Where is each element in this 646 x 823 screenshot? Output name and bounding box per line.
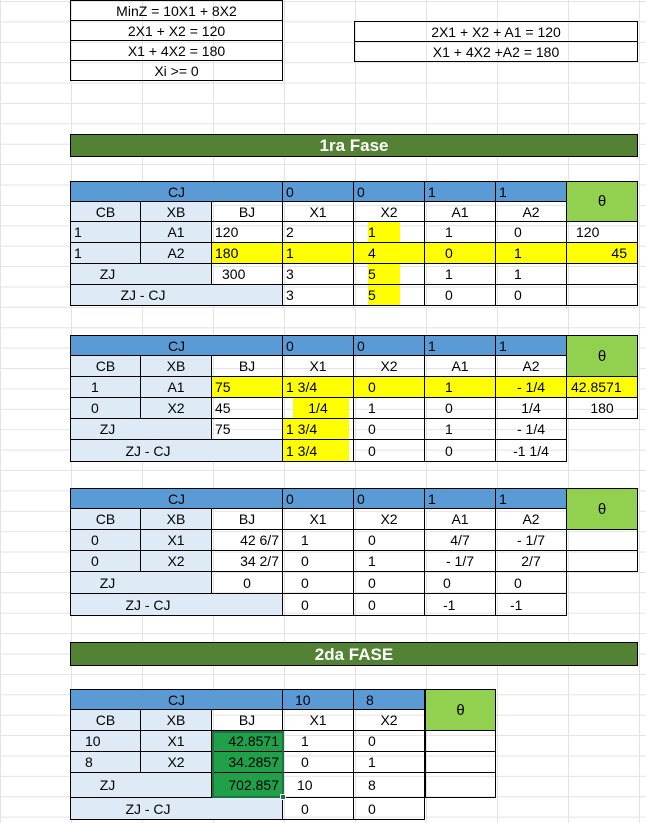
row1-bj[interactable]: 42.8571 (212, 731, 283, 752)
cj-label[interactable]: CJ (70, 335, 283, 356)
row2-x2[interactable]: 1 (354, 752, 425, 773)
cj-x2[interactable]: 0 (354, 335, 425, 356)
row2-a2[interactable]: 1/4 (496, 398, 567, 419)
zj-x1[interactable]: 10 (283, 773, 354, 798)
row1-a1[interactable]: 4/7 (425, 530, 496, 551)
header-bj[interactable]: BJ (212, 710, 283, 731)
zj-x2[interactable]: 0 (354, 572, 425, 594)
row1-cb[interactable]: 1 (70, 222, 141, 243)
row1-a2[interactable]: - 1/4 (496, 377, 567, 398)
header-x2[interactable]: X2 (354, 356, 425, 377)
row2-x2[interactable]: 4 (354, 243, 425, 264)
zj-x2[interactable]: 0 (354, 419, 425, 440)
cj-x1[interactable]: 0 (283, 181, 354, 202)
row1-cb[interactable]: 0 (70, 530, 141, 551)
zj-a2[interactable]: 0 (496, 572, 567, 594)
row1-cb[interactable]: 10 (70, 731, 141, 752)
row2-x2[interactable]: 1 (354, 398, 425, 419)
row1-theta[interactable]: 120 (567, 222, 638, 243)
row1-xb[interactable]: X1 (141, 731, 212, 752)
row1-x1[interactable]: 1 3/4 (283, 377, 354, 398)
header-x1[interactable]: X1 (283, 509, 354, 530)
row1-x1[interactable]: 1 (283, 731, 354, 752)
zjcj-label[interactable]: ZJ - CJ (70, 798, 283, 820)
header-bj[interactable]: BJ (212, 356, 283, 377)
zj-theta[interactable] (425, 773, 496, 798)
row1-bj[interactable]: 75 (212, 377, 283, 398)
row2-bj[interactable]: 180 (212, 243, 283, 264)
zj-x1[interactable]: 3 (283, 264, 354, 285)
cj-a1[interactable]: 1 (425, 488, 496, 509)
header-xb[interactable]: XB (141, 202, 212, 222)
row1-a1[interactable]: 1 (425, 377, 496, 398)
header-xb[interactable]: XB (141, 356, 212, 377)
zj-bj[interactable]: 0 (212, 572, 283, 594)
row2-theta[interactable]: 180 (567, 398, 638, 419)
row2-theta[interactable] (425, 752, 496, 773)
header-xb[interactable]: XB (141, 710, 212, 731)
zjcj-label[interactable]: ZJ - CJ (70, 594, 283, 616)
row2-x2[interactable]: 1 (354, 551, 425, 572)
header-cb[interactable]: CB (70, 356, 141, 377)
row2-theta[interactable] (567, 551, 638, 572)
row2-x1[interactable]: 0 (283, 752, 354, 773)
row1-x2[interactable]: 0 (354, 530, 425, 551)
zj-bj[interactable]: 702.857 (212, 773, 283, 798)
row2-bj[interactable]: 45 (212, 398, 283, 419)
cj-x2[interactable]: 0 (354, 488, 425, 509)
zj-bj[interactable]: 75 (212, 419, 283, 440)
cj-a1[interactable]: 1 (425, 335, 496, 356)
row1-a1[interactable]: 1 (425, 222, 496, 243)
row2-xb[interactable]: X2 (141, 398, 212, 419)
theta-header[interactable]: θ (567, 335, 638, 377)
cj-x2[interactable]: 8 (354, 689, 425, 710)
row1-theta[interactable] (567, 530, 638, 551)
cj-a2[interactable]: 1 (496, 488, 567, 509)
cj-a2[interactable]: 1 (496, 181, 567, 202)
zjcj-a1[interactable]: 0 (425, 440, 496, 462)
zjcj-label[interactable]: ZJ - CJ (70, 440, 283, 462)
header-a2[interactable]: A2 (496, 509, 567, 530)
row2-a1[interactable]: 0 (425, 243, 496, 264)
cj-a2[interactable]: 1 (496, 335, 567, 356)
zj-x1[interactable]: 1 3/4 (283, 419, 354, 440)
cj-label[interactable]: CJ (70, 488, 283, 509)
zj-label[interactable]: ZJ (70, 572, 212, 594)
zj-a1[interactable]: 0 (425, 572, 496, 594)
header-cb[interactable]: CB (70, 509, 141, 530)
cj-x2[interactable]: 0 (354, 181, 425, 202)
header-cb[interactable]: CB (70, 710, 141, 731)
zj-x1[interactable]: 0 (283, 572, 354, 594)
zj-label[interactable]: ZJ (70, 773, 212, 798)
zj-label[interactable]: ZJ (70, 419, 212, 440)
zjcj-theta[interactable] (567, 285, 638, 306)
row2-a1[interactable]: 0 (425, 398, 496, 419)
header-a1[interactable]: A1 (425, 509, 496, 530)
cj-label[interactable]: CJ (70, 689, 283, 710)
zjcj-x2[interactable]: 0 (354, 594, 425, 616)
standard-form-1-cell[interactable]: 2X1 + X2 + A1 = 120 (354, 21, 638, 42)
row2-x1[interactable]: 1 (283, 243, 354, 264)
row1-x1[interactable]: 1 (283, 530, 354, 551)
row1-a2[interactable]: - 1/7 (496, 530, 567, 551)
zjcj-x2[interactable]: 0 (354, 440, 425, 462)
header-x2[interactable]: X2 (354, 509, 425, 530)
zj-a2[interactable]: 1 (496, 264, 567, 285)
standard-form-2-cell[interactable]: X1 + 4X2 +A2 = 180 (354, 42, 638, 62)
zjcj-x2[interactable]: 5 (354, 285, 425, 306)
row1-xb[interactable]: A1 (141, 222, 212, 243)
row1-bj[interactable]: 42 6/7 (212, 530, 283, 551)
constraint-2-cell[interactable]: X1 + 4X2 = 180 (70, 41, 283, 61)
row2-theta[interactable]: 45 (567, 243, 638, 264)
row2-cb[interactable]: 8 (70, 752, 141, 773)
header-x2[interactable]: X2 (354, 710, 425, 731)
cj-label[interactable]: CJ (70, 181, 283, 202)
header-x2[interactable]: X2 (354, 202, 425, 222)
row1-theta[interactable]: 42.8571 (567, 377, 638, 398)
zj-a1[interactable]: 1 (425, 264, 496, 285)
theta-header[interactable]: θ (425, 689, 496, 731)
header-x1[interactable]: X1 (283, 202, 354, 222)
row2-x1[interactable]: 0 (283, 551, 354, 572)
row1-bj[interactable]: 120 (212, 222, 283, 243)
zjcj-x1[interactable]: 0 (283, 594, 354, 616)
row2-a1[interactable]: - 1/7 (425, 551, 496, 572)
zj-label[interactable]: ZJ (70, 264, 212, 285)
row2-xb[interactable]: X2 (141, 551, 212, 572)
zjcj-a1[interactable]: 0 (425, 285, 496, 306)
constraint-1-cell[interactable]: 2X1 + X2 = 120 (70, 21, 283, 41)
header-bj[interactable]: BJ (212, 509, 283, 530)
row2-xb[interactable]: A2 (141, 243, 212, 264)
zjcj-label[interactable]: ZJ - CJ (70, 285, 283, 306)
zjcj-a2[interactable]: 0 (496, 285, 567, 306)
row2-cb[interactable]: 1 (70, 243, 141, 264)
zj-x2[interactable]: 5 (354, 264, 425, 285)
row2-cb[interactable]: 0 (70, 551, 141, 572)
zj-bj[interactable]: 300 (212, 264, 283, 285)
objective-cell[interactable]: MinZ = 10X1 + 8X2 (70, 0, 283, 21)
row2-bj[interactable]: 34.2857 (212, 752, 283, 773)
row1-xb[interactable]: X1 (141, 530, 212, 551)
phase1-banner[interactable]: 1ra Fase (70, 134, 638, 157)
row2-cb[interactable]: 0 (70, 398, 141, 419)
row1-x1[interactable]: 2 (283, 222, 354, 243)
zjcj-a1[interactable]: -1 (425, 594, 496, 616)
header-a2[interactable]: A2 (496, 356, 567, 377)
zjcj-x1[interactable]: 0 (283, 798, 354, 820)
row2-bj[interactable]: 34 2/7 (212, 551, 283, 572)
row2-a2[interactable]: 2/7 (496, 551, 567, 572)
zj-theta[interactable] (567, 264, 638, 285)
cj-x1[interactable]: 0 (283, 488, 354, 509)
cj-x1[interactable]: 10 (283, 689, 354, 710)
zjcj-x2[interactable]: 0 (354, 798, 425, 820)
cj-a1[interactable]: 1 (425, 181, 496, 202)
header-x1[interactable]: X1 (283, 710, 354, 731)
cj-x1[interactable]: 0 (283, 335, 354, 356)
phase2-banner[interactable]: 2da FASE (70, 642, 638, 666)
header-cb[interactable]: CB (70, 202, 141, 222)
zj-a1[interactable]: 1 (425, 419, 496, 440)
header-xb[interactable]: XB (141, 509, 212, 530)
zjcj-x1[interactable]: 1 3/4 (283, 440, 354, 462)
header-a2[interactable]: A2 (496, 202, 567, 222)
row1-x2[interactable]: 1 (354, 222, 425, 243)
zj-a2[interactable]: - 1/4 (496, 419, 567, 440)
row2-a2[interactable]: 1 (496, 243, 567, 264)
header-a1[interactable]: A1 (425, 202, 496, 222)
row2-x1[interactable]: 1/4 (283, 398, 354, 419)
header-bj[interactable]: BJ (212, 202, 283, 222)
header-a1[interactable]: A1 (425, 356, 496, 377)
zjcj-x1[interactable]: 3 (283, 285, 354, 306)
nonnegativity-cell[interactable]: Xi >= 0 (70, 61, 283, 81)
row1-x2[interactable]: 0 (354, 377, 425, 398)
fill-handle[interactable] (280, 794, 286, 800)
zj-x2[interactable]: 8 (354, 773, 425, 798)
row1-xb[interactable]: A1 (141, 377, 212, 398)
theta-header[interactable]: θ (567, 181, 638, 222)
row1-a2[interactable]: 0 (496, 222, 567, 243)
header-x1[interactable]: X1 (283, 356, 354, 377)
row1-cb[interactable]: 1 (70, 377, 141, 398)
row2-xb[interactable]: X2 (141, 752, 212, 773)
row1-theta[interactable] (425, 731, 496, 752)
theta-header[interactable]: θ (567, 488, 638, 530)
row1-x2[interactable]: 0 (354, 731, 425, 752)
zjcj-a2[interactable]: -1 1/4 (496, 440, 567, 462)
zjcj-a2[interactable]: -1 (496, 594, 567, 616)
